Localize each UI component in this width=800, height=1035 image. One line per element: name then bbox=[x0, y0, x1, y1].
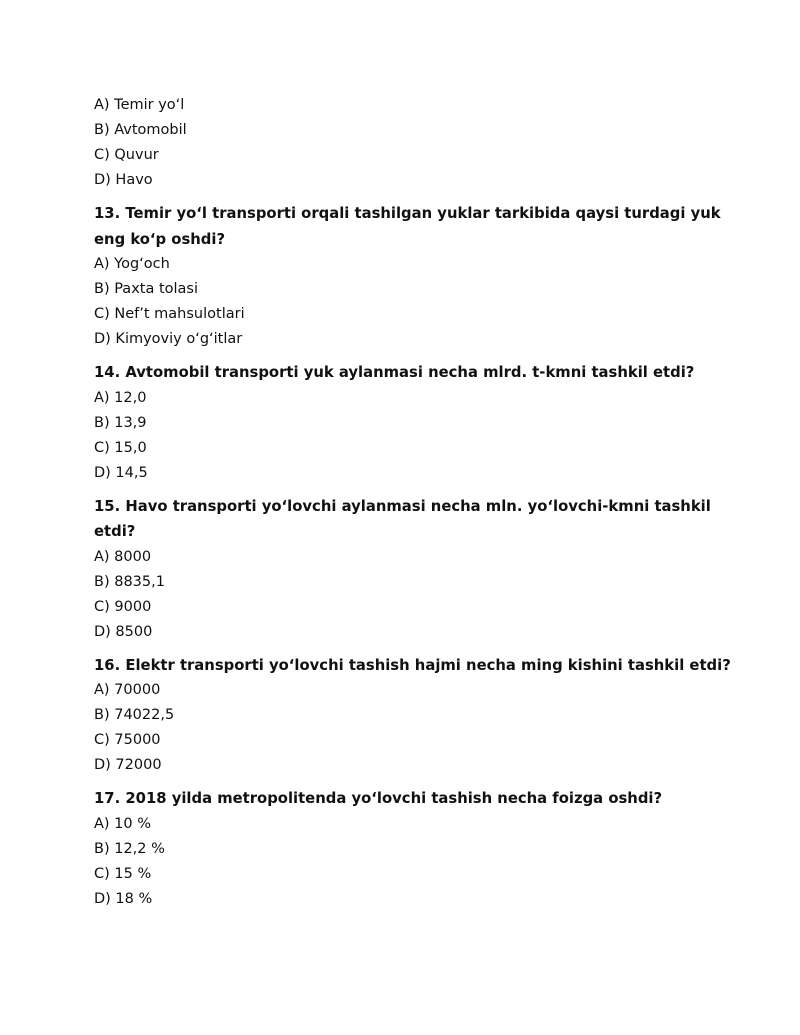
option-b: B) 12,2 % bbox=[94, 840, 165, 857]
option-b: B) 74022,5 bbox=[94, 707, 175, 723]
question-15 bbox=[94, 494, 740, 645]
question-text: 17. 2018 yilda metropolitenda yo‘lovchi tashish necha foizga oshdi? bbox=[94, 790, 663, 807]
option-c: C) 75000 bbox=[94, 732, 161, 748]
option-d: D) 8500 bbox=[94, 623, 153, 640]
question-text: 15. Havo transporti yo‘lovchi aylanmasi necha mln. yo‘lovchi-kmni tashkil etdi? bbox=[94, 497, 711, 540]
option-c: C) Quvur bbox=[94, 147, 159, 163]
option-c: C) Nef’t mahsulotlari bbox=[94, 306, 245, 322]
previous-question-options bbox=[94, 93, 740, 193]
option-d: D) Havo bbox=[94, 172, 153, 188]
option-a: A) Temir yo‘l bbox=[94, 97, 185, 113]
option-b: B) 13,9 bbox=[94, 414, 147, 431]
option-a: A) 10 % bbox=[94, 815, 152, 832]
option-c: C) 15,0 bbox=[94, 439, 147, 456]
question-text: 16. Elektr transporti yo‘lovchi tashish hajmi necha ming kishini tashkil etdi? bbox=[94, 656, 731, 674]
question-17 bbox=[94, 786, 740, 912]
option-a: A) Yog‘och bbox=[94, 256, 170, 272]
option-a: A) 70000 bbox=[94, 682, 161, 698]
question-text: 13. Temir yo‘l transporti orqali tashilgan yuklar tarkibida qaysi turdagi yuk eng ko‘p oshdi? bbox=[94, 205, 721, 248]
option-c: C) 15 % bbox=[94, 865, 152, 882]
option-c: C) 9000 bbox=[94, 598, 152, 615]
question-16 bbox=[94, 653, 740, 779]
option-d: D) 14,5 bbox=[94, 464, 148, 481]
option-d: D) Kimyoviy o‘g‘itlar bbox=[94, 331, 243, 347]
question-14 bbox=[94, 360, 740, 486]
option-b: B) Paxta tolasi bbox=[94, 281, 199, 297]
question-13 bbox=[94, 201, 740, 352]
option-a: A) 12,0 bbox=[94, 389, 147, 406]
option-b: B) 8835,1 bbox=[94, 573, 165, 590]
question-text: 14. Avtomobil transporti yuk aylanmasi necha mlrd. t-kmni tashkil etdi? bbox=[94, 364, 695, 381]
option-a: A) 8000 bbox=[94, 548, 152, 565]
option-d: D) 72000 bbox=[94, 757, 162, 773]
option-d: D) 18 % bbox=[94, 890, 153, 907]
option-b: B) Avtomobil bbox=[94, 122, 187, 138]
